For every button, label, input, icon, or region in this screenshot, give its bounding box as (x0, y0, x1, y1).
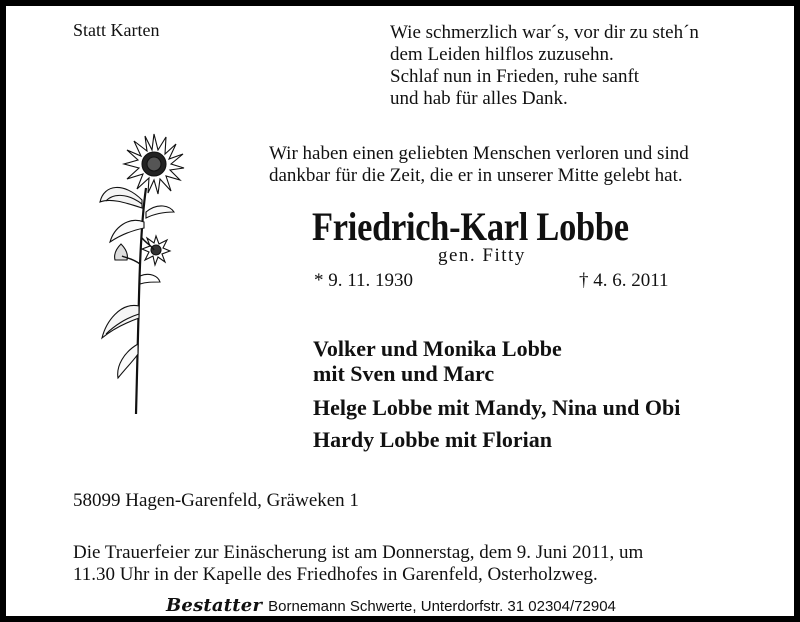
poem-line: Wie schmerzlich war´s, vor dir zu steh´n (390, 22, 699, 43)
mourner-line: Hardy Lobbe mit Florian (313, 427, 552, 452)
bestatter-logo: Bestatter (166, 595, 263, 616)
ceremony-notice (73, 542, 733, 586)
death-date: † 4. 6. 2011 (579, 270, 669, 291)
deceased-alias: gen. Fitty (438, 245, 526, 266)
address: 58099 Hagen-Garenfeld, Gräweken 1 (73, 490, 359, 511)
mourner-entry (313, 336, 562, 386)
mourner-entry (313, 395, 680, 420)
intro-line: dankbar für die Zeit, die er in unserer Mitte gelebt hat. (269, 165, 683, 186)
mourner-line: Volker und Monika Lobbe (313, 336, 562, 361)
poem-line: dem Leiden hilflos zuzusehn. (390, 44, 614, 65)
undertaker-footer (166, 595, 616, 616)
poem-line: Schlaf nun in Frieden, ruhe sanft (390, 66, 640, 87)
mourner-line: mit Sven und Marc (313, 361, 495, 386)
poem (390, 22, 699, 110)
poem-line: und hab für alles Dank. (390, 88, 568, 109)
mourner-line: Helge Lobbe mit Mandy, Nina und Obi (313, 395, 681, 420)
ceremony-line: Die Trauerfeier zur Einäscherung ist am Donnerstag, dem 9. Juni 2011, um (73, 542, 644, 563)
undertaker-info: Bornemann Schwerte, Unterdorfstr. 31 02304/72904 (268, 598, 616, 615)
statt-karten-label: Statt Karten (73, 20, 160, 40)
ceremony-line: 11.30 Uhr in der Kapelle des Friedhofes in Garenfeld, Osterholzweg. (73, 564, 598, 585)
sunflower-illustration (84, 126, 194, 416)
birth-date: * 9. 11. 1930 (314, 270, 414, 291)
deceased-name: Friedrich-Karl Lobbe (312, 204, 629, 249)
intro-text (269, 143, 689, 187)
mourner-entry (313, 427, 552, 452)
intro-line: Wir haben einen geliebten Menschen verloren und sind (269, 143, 689, 164)
